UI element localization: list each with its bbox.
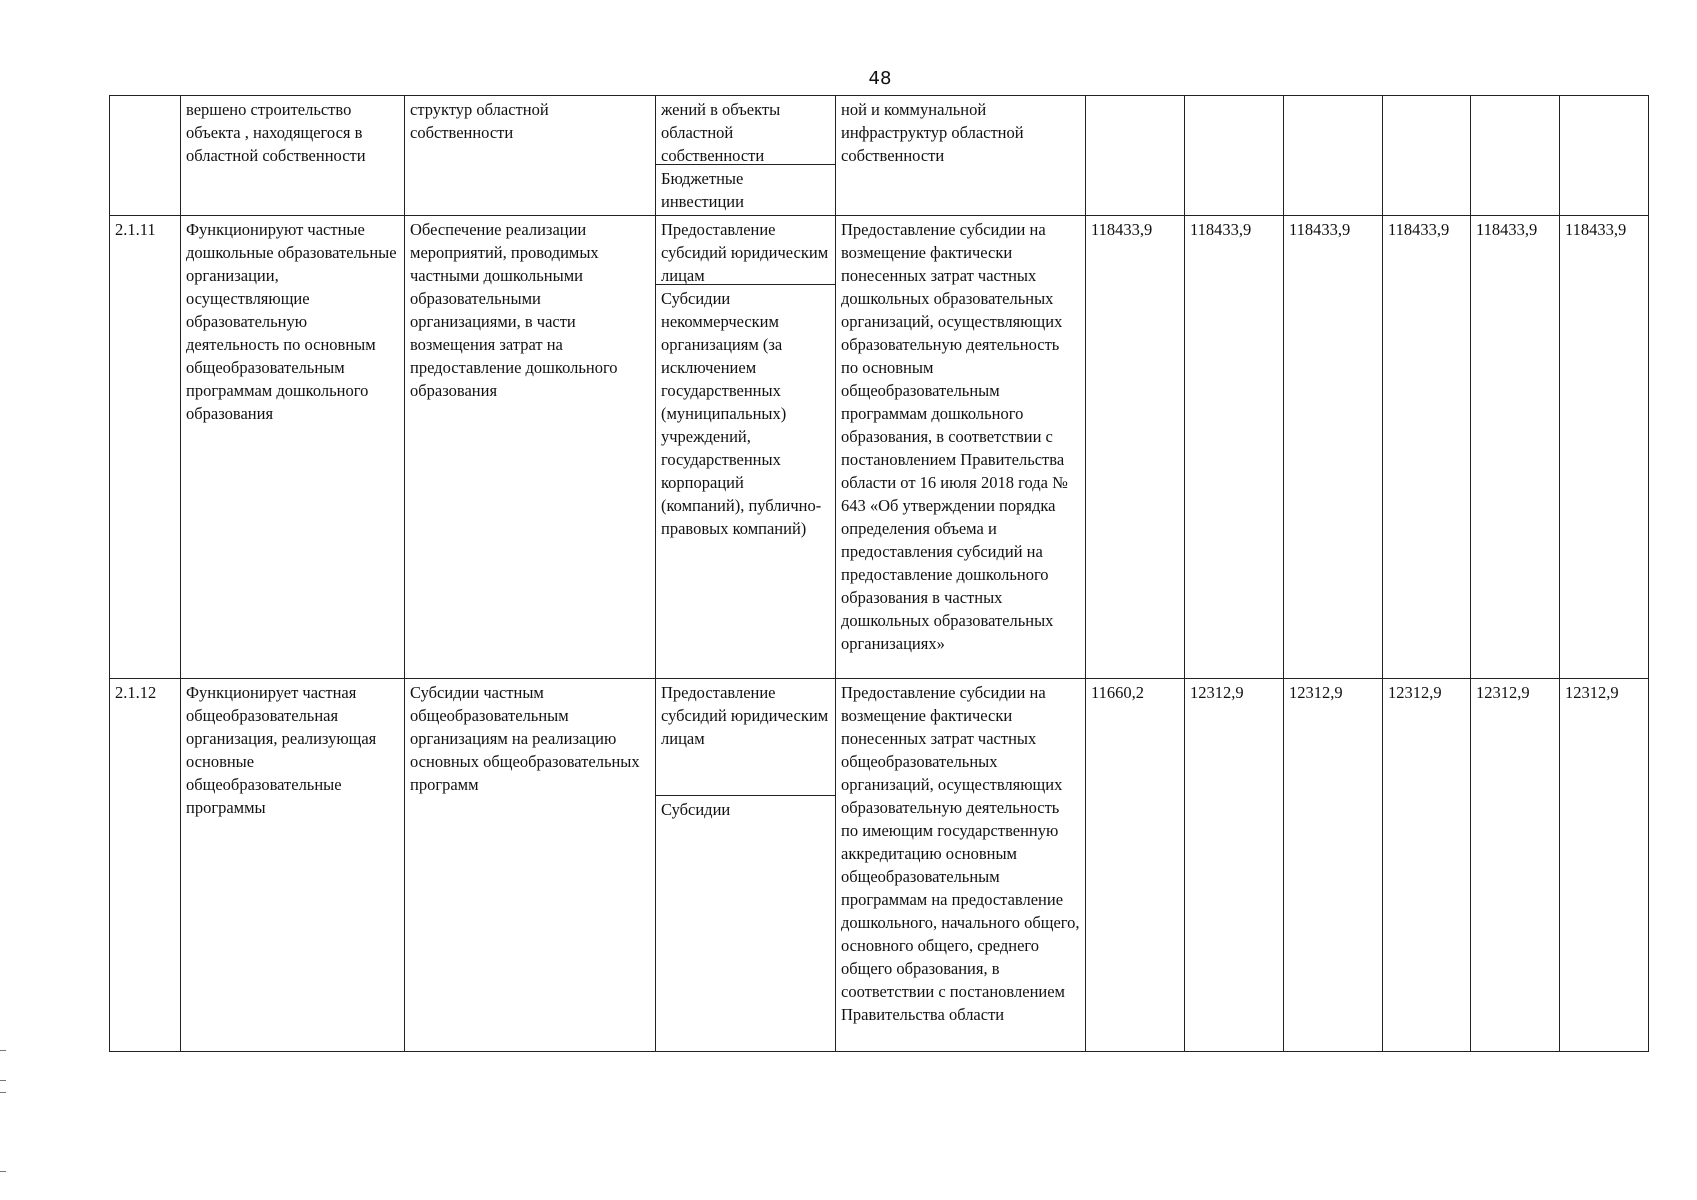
value-cell: 118433,9 — [1284, 216, 1383, 679]
direction-item: Предоставление субсидий юридическим лицам — [661, 683, 829, 748]
row-id-cell — [110, 96, 181, 216]
margin-mark — [0, 1092, 6, 1093]
value-cell — [1560, 96, 1649, 216]
value-cell: 118433,9 — [1560, 216, 1649, 679]
value-cell — [1185, 96, 1284, 216]
directions-cell — [656, 679, 836, 1052]
value-cell — [1471, 96, 1560, 216]
result-cell: вершено строительство объекта , находящегося в областной собственности — [181, 96, 405, 216]
direction-item: Субсидии некоммерческим организациям (за исключением государственных (муниципальных) учреждений, государственных корпораций (компаний), публично-правовых компаний) — [656, 284, 835, 542]
page-number: 48 — [868, 68, 892, 89]
value-cell — [1284, 96, 1383, 216]
margin-mark — [0, 1050, 6, 1051]
value-cell: 118433,9 — [1185, 216, 1284, 679]
program-table — [109, 95, 1649, 1052]
row-id-cell: 2.1.12 — [110, 679, 181, 1052]
description-cell: Предоставление субсидии на возмещение фактически понесенных затрат частных общеобразовательных организаций, осуществляющих образовательную деятельность по имеющим государственную аккредитацию основным общеобразовательным программам на предоставление дошкольного, начального общего, основного общего, среднего общего образования, в соответствии с постановлением Правительства области — [836, 679, 1086, 1052]
value-cell: 12312,9 — [1185, 679, 1284, 1052]
continuation-row — [110, 96, 1649, 216]
value-cell: 118433,9 — [1086, 216, 1185, 679]
value-cell — [1086, 96, 1185, 216]
value-cell — [1383, 96, 1471, 216]
value-cell: 11660,2 — [1086, 679, 1185, 1052]
direction-item: Предоставление субсидий юридическим лицам — [661, 220, 829, 285]
result-cell: Функционируют частные дошкольные образовательные организации, осуществляющие образовательную деятельность по основным общеобразовательным программам дошкольного образования — [181, 216, 405, 679]
value-cell: 12312,9 — [1383, 679, 1471, 1052]
value-cell: 12312,9 — [1471, 679, 1560, 1052]
directions-cell — [656, 216, 836, 679]
table-row — [110, 216, 1649, 679]
value-cell: 12312,9 — [1284, 679, 1383, 1052]
margin-mark — [0, 1080, 6, 1081]
result-cell: Функционирует частная общеобразовательная организация, реализующая основные общеобразовательные программы — [181, 679, 405, 1052]
margin-mark — [0, 1171, 6, 1172]
measure-cell: структур областной собственности — [405, 96, 656, 216]
value-cell: 118433,9 — [1471, 216, 1560, 679]
description-cell: ной и коммунальной инфраструктур областной собственности — [836, 96, 1086, 216]
direction-item: жений в объекты областной собственности — [661, 100, 781, 165]
direction-item: Субсидии — [656, 795, 835, 823]
measure-cell: Обеспечение реализации мероприятий, проводимых частными дошкольными образовательными организациями, в части возмещения затрат на предоставление дошкольного образования — [405, 216, 656, 679]
table-row — [110, 679, 1649, 1052]
description-cell: Предоставление субсидии на возмещение фактически понесенных затрат частных дошкольных образовательных организаций, осуществляющих образовательную деятельность по основным общеобразовательным программам дошкольного образования, в соответствии с постановлением Правительства области от 16 июля 2018 года № 643 «Об утверждении порядка определения объема и предоставления субсидий на предоставление дошкольного образования в частных дошкольных образовательных организациях» — [836, 216, 1086, 679]
measure-cell: Субсидии частным общеобразовательным организациям на реализацию основных общеобразовательных программ — [405, 679, 656, 1052]
direction-item: Бюджетные инвестиции — [656, 164, 835, 215]
row-id-cell: 2.1.11 — [110, 216, 181, 679]
directions-cell — [656, 96, 836, 216]
value-cell: 118433,9 — [1383, 216, 1471, 679]
value-cell: 12312,9 — [1560, 679, 1649, 1052]
